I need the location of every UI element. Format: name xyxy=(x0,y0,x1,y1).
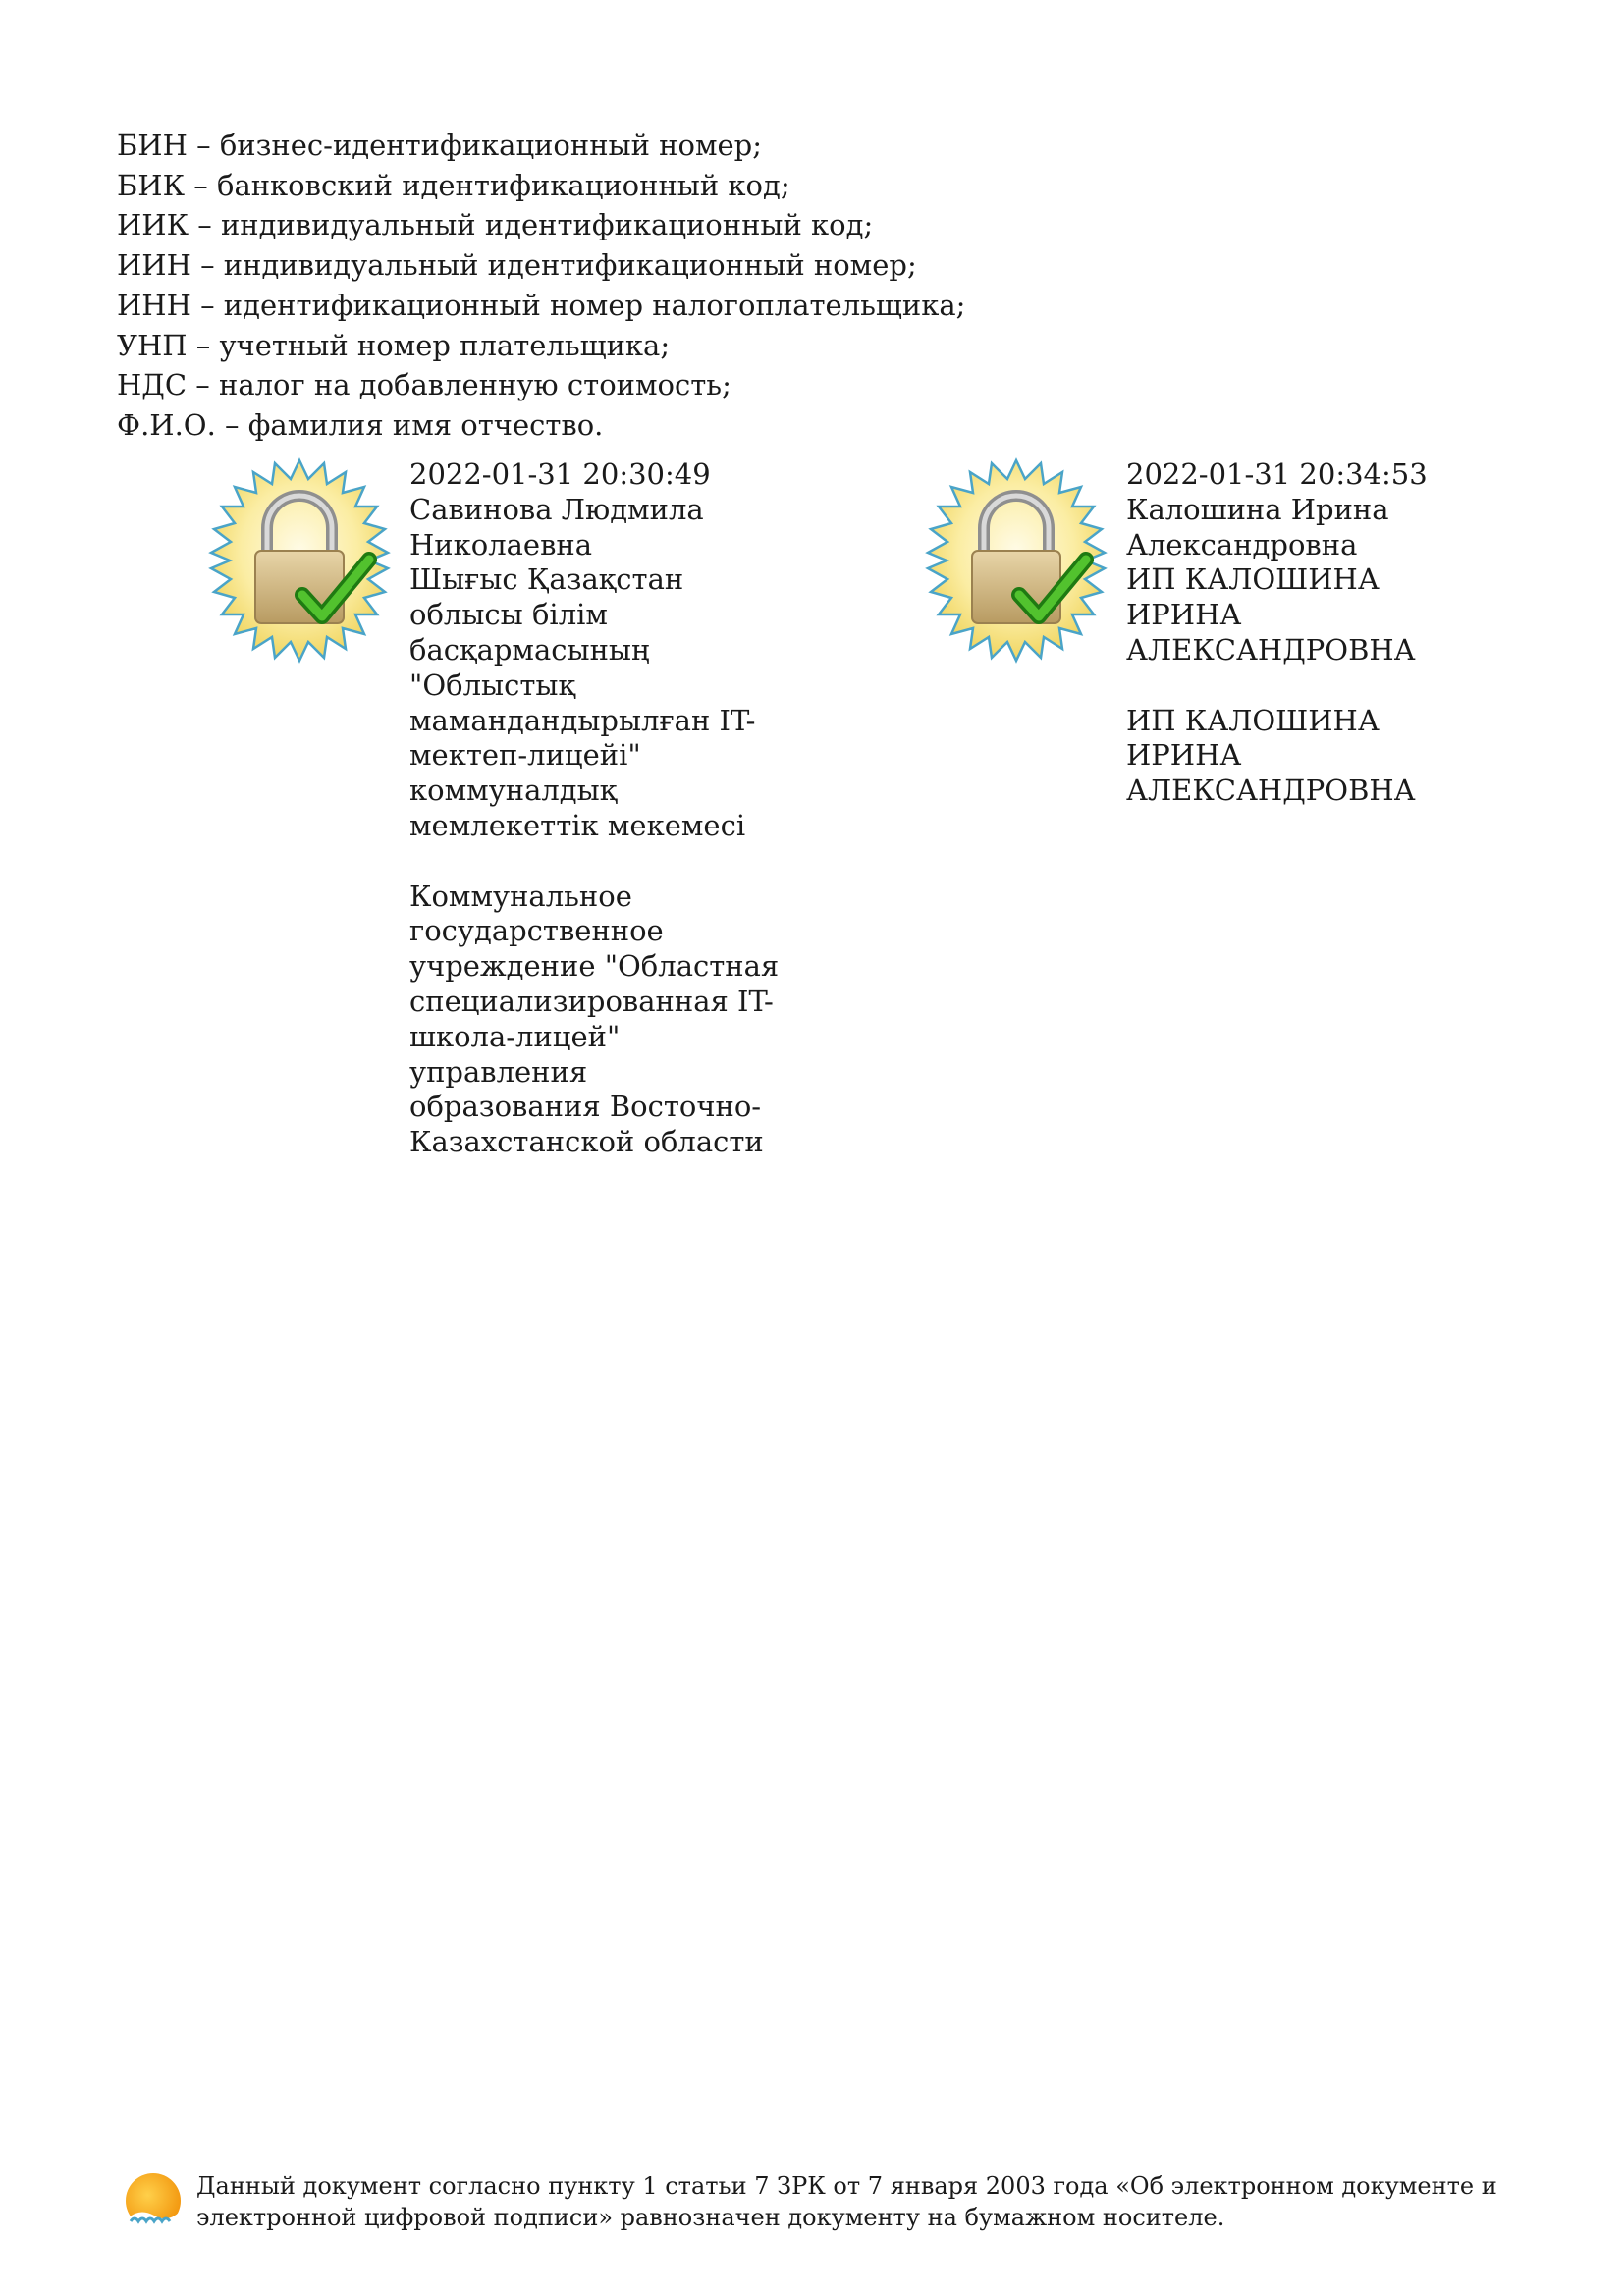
sun-logo-icon xyxy=(121,2168,186,2233)
signature-timestamp: 2022-01-31 20:30:49 xyxy=(409,457,711,491)
abbreviation-item: УНП – учетный номер плательщика; xyxy=(117,328,671,362)
abbreviation-list xyxy=(117,126,965,446)
abbreviation-item: ИИН – индивидуальный идентификационный номер; xyxy=(117,248,917,283)
abbreviation-item: Ф.И.О. – фамилия имя отчество. xyxy=(117,407,604,442)
signature-seal-icon xyxy=(913,457,1119,664)
signer-organization-ru: Коммунальное государственное учреждение "Областная специализированная IT- школа-лицей" управления образования Восточно- Казахстанской области xyxy=(409,879,780,1159)
signer-organization-kz: ИП КАЛОШИНА ИРИНА АЛЕКСАНДРОВНА xyxy=(1126,562,1416,667)
abbreviation-item: ИНН – идентификационный номер налогоплательщика; xyxy=(117,288,966,322)
footer-legal-notice: Данный документ согласно пункту 1 статьи 7 ЗРК от 7 января 2003 года «Об электронном документе и электронной цифровой подписи» равнозначен документу на бумажном носителе. xyxy=(196,2172,1497,2231)
signature-details xyxy=(1126,457,1519,809)
signature-seal-icon xyxy=(196,457,403,664)
abbreviation-item: НДС – налог на добавленную стоимость; xyxy=(117,368,731,402)
abbreviation-item: БИК – банковский идентификационный код; xyxy=(117,168,790,202)
signer-name: Савинова Людмила Николаевна xyxy=(409,492,704,561)
signer-organization-ru: ИП КАЛОШИНА ИРИНА АЛЕКСАНДРОВНА xyxy=(1126,703,1416,808)
abbreviation-item: БИН – бизнес-идентификационный номер; xyxy=(117,129,763,162)
signature-details xyxy=(409,457,802,1160)
signer-name: Калошина Ирина Александровна xyxy=(1126,492,1389,561)
signer-organization-kz: Шығыс Қазақстан облысы білім басқармасының "Облыстық мамандандырылған IT- мектеп-лицейі" коммуналдық мемлекеттік мекемесі xyxy=(409,562,756,842)
abbreviation-item: ИИК – индивидуальный идентификационный код; xyxy=(117,208,874,242)
signature-timestamp: 2022-01-31 20:34:53 xyxy=(1126,457,1428,491)
